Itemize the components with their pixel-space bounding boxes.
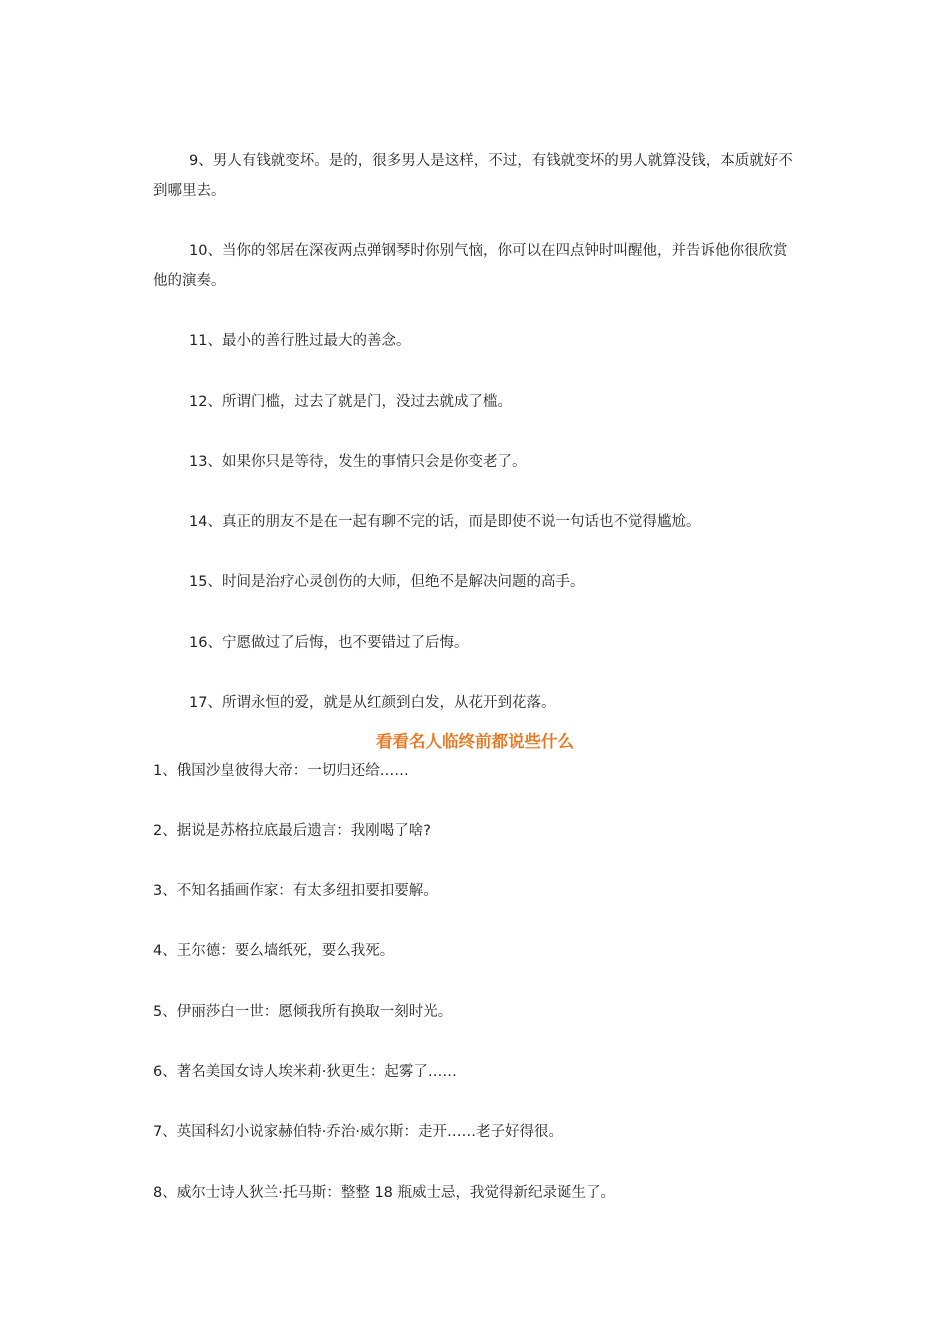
quote-item: 15、时间是治疗心灵创伤的大师，但绝不是解决问题的高手。 <box>189 574 585 590</box>
last-words-item: 2、据说是苏格拉底最后遗言：我刚喝了啥? <box>153 823 431 839</box>
quote-item: 9、男人有钱就变坏。是的，很多男人是这样，不过，有钱就变坏的男人就算没钱，本质就好不到哪里去。 <box>153 153 793 199</box>
quote-item: 11、最小的善行胜过最大的善念。 <box>189 333 411 349</box>
quote-item: 14、真正的朋友不是在一起有聊不完的话，而是即使不说一句话也不觉得尴尬。 <box>189 514 701 530</box>
last-words-item: 5、伊丽莎白一世：愿倾我所有换取一刻时光。 <box>153 1004 453 1020</box>
quote-item: 10、当你的邻居在深夜两点弹钢琴时你别气恼，你可以在四点钟时叫醒他，并告诉他你很欣赏他的演奏。 <box>153 243 788 289</box>
quote-item: 12、所谓门槛，过去了就是门，没过去就成了槛。 <box>189 394 512 410</box>
last-words-item: 8、威尔士诗人狄兰·托马斯：整整 18 瓶威士忌，我觉得新纪录诞生了。 <box>153 1185 616 1201</box>
quote-item: 13、如果你只是等待，发生的事情只会是你变老了。 <box>189 454 527 470</box>
quote-item: 16、宁愿做过了后悔，也不要错过了后悔。 <box>189 635 469 651</box>
last-words-item: 6、著名美国女诗人埃米莉·狄更生：起雾了…… <box>153 1064 457 1080</box>
quote-item: 17、所谓永恒的爱，就是从红颜到白发，从花开到花落。 <box>189 695 556 711</box>
last-words-item: 1、俄国沙皇彼得大帝：一切归还给…… <box>153 763 409 779</box>
last-words-item: 7、英国科幻小说家赫伯特·乔治·威尔斯：走开……老子好得很。 <box>153 1124 563 1140</box>
last-words-item: 4、王尔德：要么墙纸死，要么我死。 <box>153 943 395 959</box>
section-heading: 看看名人临终前都说些什么 <box>376 732 574 751</box>
last-words-item: 3、不知名插画作家：有太多纽扣要扣要解。 <box>153 883 438 899</box>
